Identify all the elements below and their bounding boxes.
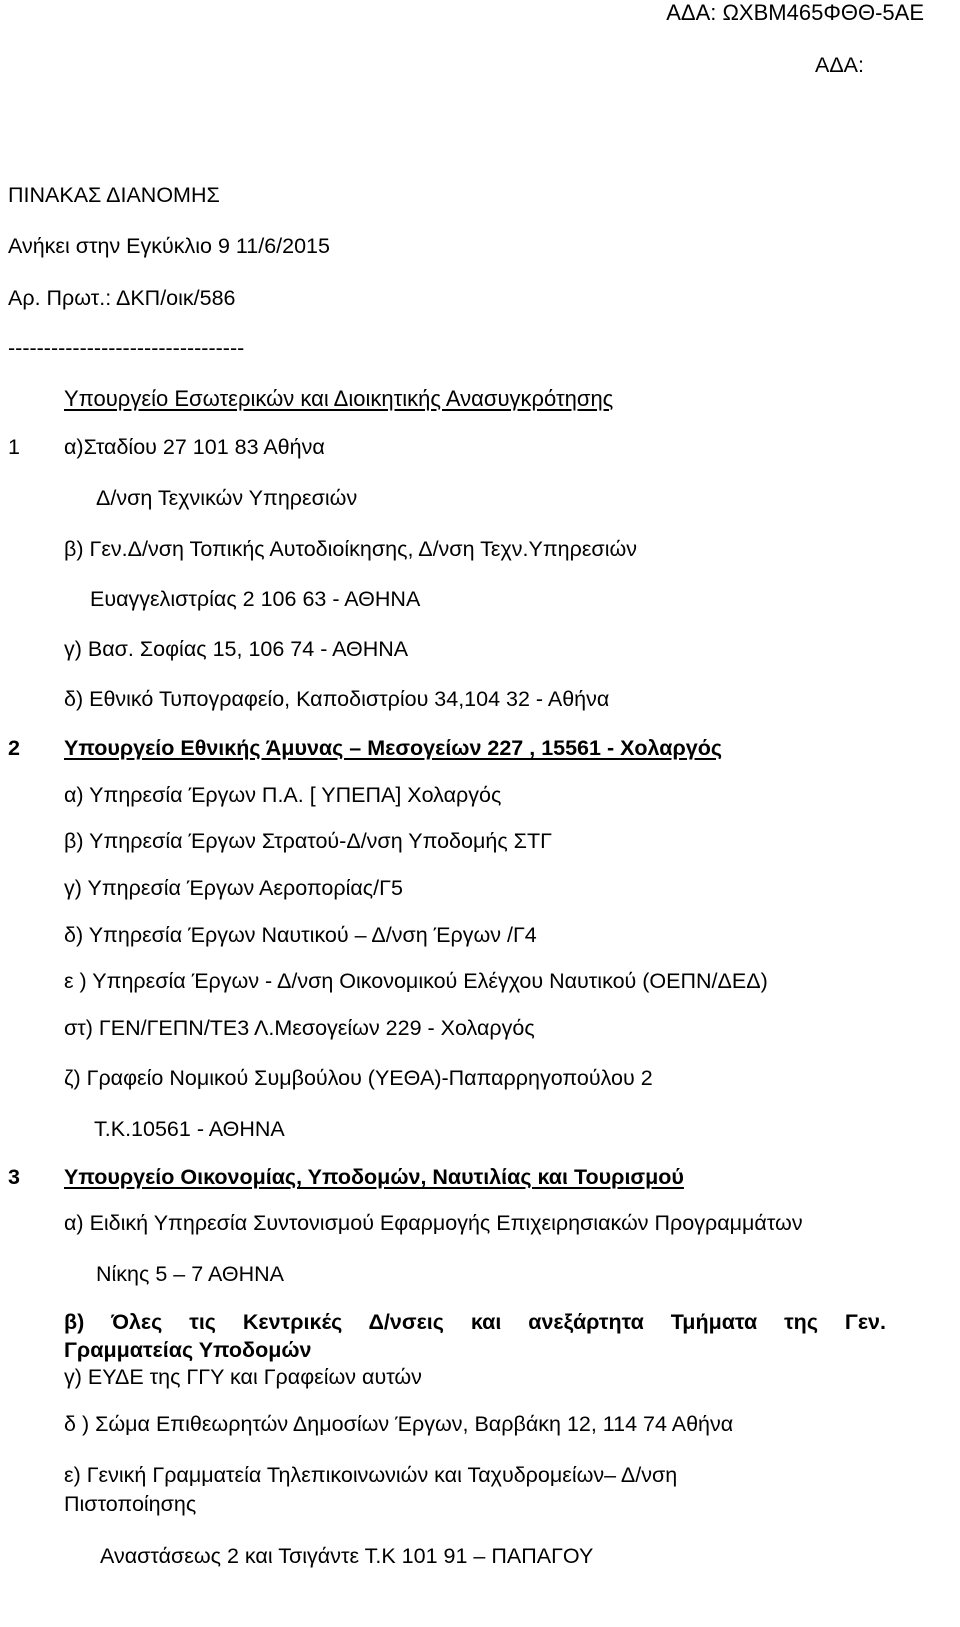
section-2-number: 2 [8,736,20,760]
section-2-item-st: στ) ΓΕΝ/ΓΕΠΝ/ΤΕ3 Λ.Μεσογείων 229 - Χολαργός [64,1016,535,1040]
section-1-item-c: γ) Βασ. Σοφίας 15, 106 74 - ΑΘΗΝΑ [64,637,409,661]
section-1-item-d: δ) Εθνικό Τυπογραφείο, Καποδιστρίου 34,104 32 - Αθήνα [64,687,610,711]
section-3-item-e-line1: ε) Γενική Γραμματεία Τηλεπικοινωνιών και Ταχυδρομείων– Δ/νση [64,1463,678,1487]
section-2-item-z: ζ) Γραφείο Νομικού Συμβούλου (ΥΕΘΑ)-Παπαρρηγοπούλου 2 [64,1066,653,1090]
section-2-item-e: ε ) Υπηρεσία Έργων - Δ/νση Οικονομικού Ελέγχου Ναυτικού (ΟΕΠΝ/ΔΕΔ) [64,969,768,993]
section-2-item-d: δ) Υπηρεσία Έργων Ναυτικού – Δ/νση Έργων /Γ4 [64,923,537,947]
page-title: ΠΙΝΑΚΑΣ ΔΙΑΝΟΜΗΣ [8,183,220,207]
section-3-item-a: α) Ειδική Υπηρεσία Συντονισμού Εφαρμογής Επιχειρησιακών Προγραμμάτων [64,1211,803,1235]
section-1-item-b-sub: Ευαγγελιστρίας 2 106 63 - ΑΘΗΝΑ [90,587,421,611]
section-3-item-a-sub: Νίκης 5 – 7 ΑΘΗΝΑ [96,1262,284,1286]
section-2-item-c: γ) Υπηρεσία Έργων Αεροπορίας/Γ5 [64,876,403,900]
section-2-heading: Υπουργείο Εθνικής Άμυνας – Μεσογείων 227 , 15561 - Χολαργός [64,736,723,760]
section-3-item-d: δ ) Σώμα Επιθεωρητών Δημοσίων Έργων, Βαρβάκη 12, 114 74 Αθήνα [64,1412,734,1436]
circular-reference: Ανήκει στην Εγκύκλιο 9 11/6/2015 [8,234,330,258]
section-3-item-b-line1: β) Όλες τις Κεντρικές Δ/νσεις και ανεξάρτητα Τμήματα της Γεν. [64,1310,886,1334]
section-3-number: 3 [8,1165,20,1189]
section-1-heading: Υπουργείο Εσωτερικών και Διοικητικής Ανασυγκρότησης [64,386,614,411]
section-3-heading: Υπουργείο Οικονομίας, Υποδομών, Ναυτιλίας και Τουρισμού [64,1165,684,1189]
protocol-number: Αρ. Πρωτ.: ΔΚΠ/οικ/586 [8,286,236,310]
section-3-item-e-line2: Πιστοποίησης [64,1492,197,1516]
section-3-item-b-line2: Γραμματείας Υποδομών [64,1338,312,1362]
section-1-item-b: β) Γεν.Δ/νση Τοπικής Αυτοδιοίκησης, Δ/νση Τεχν.Υπηρεσιών [64,537,638,561]
section-3-item-e-sub: Αναστάσεως 2 και Τσιγάντε Τ.Κ 101 91 – ΠΑΠΑΓΟΥ [100,1544,594,1568]
section-2-item-b: β) Υπηρεσία Έργων Στρατού-Δ/νση Υποδομής ΣΤΓ [64,829,552,853]
separator-line: --------------------------------- [8,336,245,360]
section-2-item-z-sub: Τ.Κ.10561 - ΑΘΗΝΑ [94,1117,285,1141]
section-2-item-a: α) Υπηρεσία Έργων Π.Α. [ ΥΠΕΠΑ] Χολαργός [64,783,502,807]
section-1-number: 1 [8,435,20,459]
ada-label: ΑΔΑ: [814,53,864,77]
section-1-item-a: α)Σταδίου 27 101 83 Αθήνα [64,435,325,459]
section-1-item-a-sub: Δ/νση Τεχνικών Υπηρεσιών [96,486,358,510]
section-3-item-c: γ) ΕΥΔΕ της ΓΓΥ και Γραφείων αυτών [64,1365,422,1389]
ada-code: ΑΔΑ: ΩΧΒΜ465ΦΘΘ-5ΑΕ [666,0,924,25]
